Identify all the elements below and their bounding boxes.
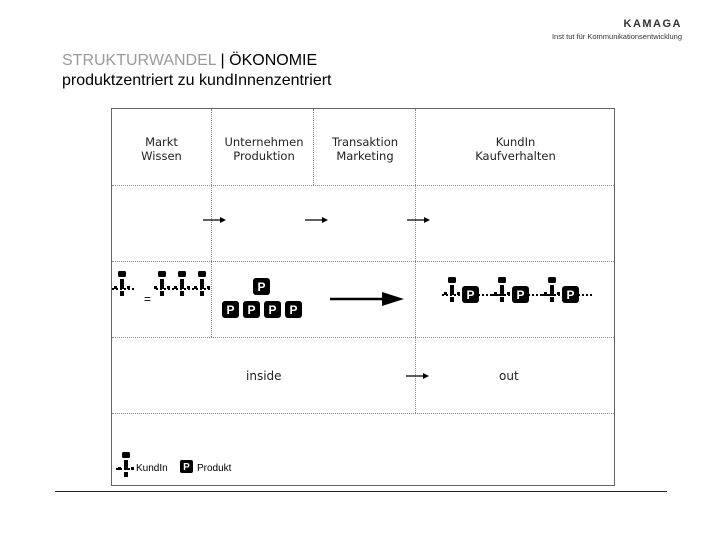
svg-text:P: P — [466, 288, 475, 302]
column-header-line: Wissen — [141, 149, 182, 163]
arrow-icon — [406, 373, 429, 379]
svg-text:P: P — [566, 288, 575, 302]
logo-subtitle: Inst tut für Kommunikationsentwicklung — [551, 32, 682, 41]
inside-label: inside — [246, 369, 282, 383]
customer-icon — [154, 271, 170, 296]
svg-text:P: P — [289, 303, 298, 317]
title-muted: STRUKTURWANDEL — [62, 52, 217, 69]
transformation-diagram — [111, 108, 615, 486]
svg-text:P: P — [516, 288, 525, 302]
out-label: out — [499, 369, 519, 383]
product-badge-icon — [243, 301, 260, 318]
big-arrow-icon — [330, 292, 404, 306]
diagram-graphics — [112, 109, 616, 487]
column-header-line: Unternehmen — [224, 135, 304, 149]
column-header-line: Kaufverhalten — [475, 149, 556, 163]
slide-header — [62, 52, 331, 90]
column-header-line: Markt — [145, 135, 178, 149]
legend-customer-label: KundIn — [136, 463, 168, 474]
equals-sign: = — [144, 292, 152, 306]
product-badge-icon — [285, 301, 302, 318]
customer-icon — [114, 271, 130, 296]
product-badge-icon — [222, 301, 239, 318]
title-main: ÖKONOMIE — [229, 52, 318, 69]
svg-text:P: P — [226, 303, 235, 317]
slide-subtitle: produktzentriert zu kundInnenzentriert — [62, 72, 332, 89]
legend-product-icon — [180, 460, 193, 473]
footer-rule — [55, 491, 667, 492]
product-badge-icon — [562, 286, 579, 303]
customer-icon — [174, 271, 190, 296]
column-header-line: KundIn — [495, 135, 536, 149]
arrow-icon — [407, 217, 430, 223]
svg-text:P: P — [268, 303, 277, 317]
arrow-icon — [305, 217, 328, 223]
legend-product-label: Produkt — [197, 463, 232, 474]
customer-icon — [494, 277, 510, 302]
column-header-line: Produktion — [233, 149, 295, 163]
product-badge-icon — [462, 286, 479, 303]
svg-text:P: P — [183, 462, 190, 473]
svg-text:P: P — [247, 303, 256, 317]
logo-brand: KAMAGA — [623, 18, 682, 30]
product-badge-icon — [512, 286, 529, 303]
arrow-icon — [203, 217, 226, 223]
column-header-line: Transaktion — [331, 135, 399, 149]
product-badge-icon — [253, 278, 270, 295]
legend-customer-icon — [118, 452, 134, 477]
logo — [552, 18, 682, 41]
customer-icon — [194, 271, 210, 296]
column-header-line: Marketing — [336, 149, 394, 163]
svg-text:P: P — [257, 280, 266, 294]
slide-title — [62, 52, 331, 70]
product-badge-icon — [264, 301, 281, 318]
legend — [116, 452, 232, 477]
customer-icon — [444, 277, 460, 302]
title-separator: | — [216, 52, 230, 69]
customer-icon — [544, 277, 560, 302]
